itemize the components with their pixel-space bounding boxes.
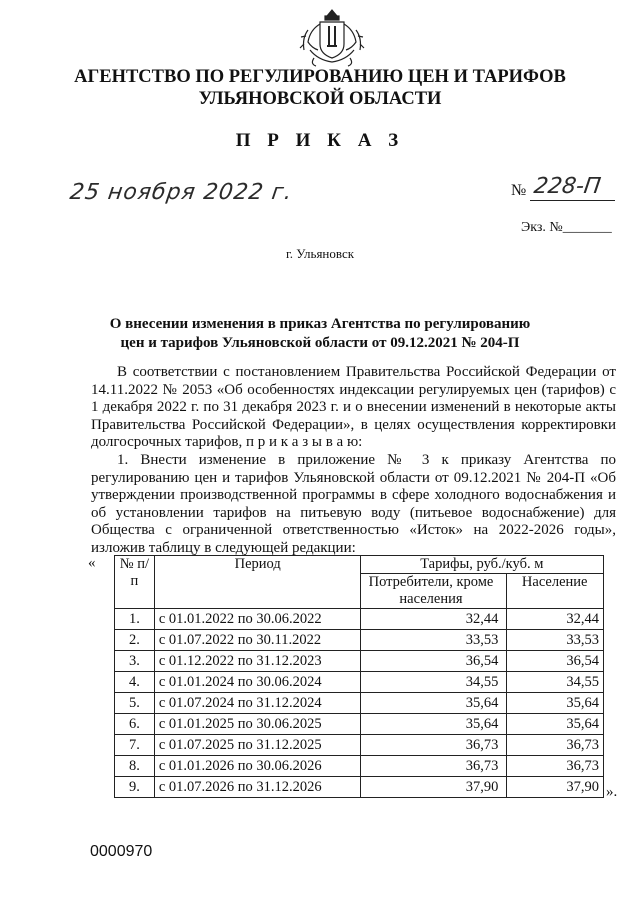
coat-of-arms-emblem	[296, 4, 368, 70]
row-number: 8.	[115, 756, 155, 777]
agency-name	[60, 66, 580, 110]
row-tariff-consumers: 35,64	[360, 693, 507, 714]
table-row	[115, 630, 604, 651]
row-period: с 01.01.2026 по 30.06.2026	[154, 756, 360, 777]
row-tariff-consumers: 33,53	[360, 630, 507, 651]
row-period: с 01.01.2024 по 30.06.2024	[154, 672, 360, 693]
row-tariff-consumers: 37,90	[360, 777, 507, 798]
title-line1: О внесении изменения в приказ Агентства по регулированию	[109, 316, 531, 332]
agency-name-line2: УЛЬЯНОВСКОЙ ОБЛАСТИ	[198, 89, 442, 109]
row-tariff-consumers: 32,44	[360, 609, 507, 630]
table-row	[115, 672, 604, 693]
table-row	[115, 609, 604, 630]
row-number: 2.	[115, 630, 155, 651]
row-tariff-population: 33,53	[507, 630, 604, 651]
row-period: с 01.01.2025 по 30.06.2025	[154, 714, 360, 735]
row-period: с 01.07.2025 по 31.12.2025	[154, 735, 360, 756]
handwritten-order-number: 228-П	[532, 174, 603, 199]
row-number: 4.	[115, 672, 155, 693]
header-population: Население	[507, 574, 604, 609]
row-tariff-population: 32,44	[507, 609, 604, 630]
row-number: 7.	[115, 735, 155, 756]
row-tariff-population: 35,64	[507, 693, 604, 714]
order-number-label: №	[511, 182, 527, 199]
row-number: 5.	[115, 693, 155, 714]
row-tariff-population: 35,64	[507, 714, 604, 735]
row-tariff-population: 34,55	[507, 672, 604, 693]
title-line2: цен и тарифов Ульяновской области от 09.12.2021 № 204-П	[120, 335, 520, 351]
document-serial-code: 0000970	[90, 843, 153, 860]
table-row	[115, 756, 604, 777]
row-number: 3.	[115, 651, 155, 672]
row-tariff-consumers: 36,54	[360, 651, 507, 672]
tariff-table	[114, 555, 604, 798]
row-tariff-population: 36,73	[507, 735, 604, 756]
row-number: 6.	[115, 714, 155, 735]
row-tariff-population: 37,90	[507, 777, 604, 798]
table-row	[115, 735, 604, 756]
row-period: с 01.12.2022 по 31.12.2023	[154, 651, 360, 672]
row-tariff-consumers: 34,55	[360, 672, 507, 693]
table-row	[115, 714, 604, 735]
row-period: с 01.07.2022 по 30.11.2022	[154, 630, 360, 651]
copy-number-label: Экз. №	[521, 220, 563, 235]
quote-close: ».	[606, 784, 618, 800]
handwritten-date: 25 ноября 2022 г.	[68, 180, 295, 205]
row-number: 9.	[115, 777, 155, 798]
header-num: № п/п	[115, 556, 155, 609]
row-tariff-population: 36,73	[507, 756, 604, 777]
table-row	[115, 651, 604, 672]
number-underline	[530, 200, 615, 201]
paragraph-preamble: В соответствии с постановлением Правительства Российской Федерации от 14.11.2022 № 2053 «Об особенностях индексации регулируемых цен (тарифов) с 1 декабря 2022 г. по 31 декабря 2023 г. и о внесении изменений в некоторые акты Правительства Российской Федерации», в целях осуществления корректировки долгосрочных тарифов, п р и к а з ы в а ю:	[91, 364, 616, 450]
agency-name-line1: АГЕНТСТВО ПО РЕГУЛИРОВАНИЮ ЦЕН И ТАРИФОВ	[74, 67, 566, 87]
header-consumers: Потребители, кроме населения	[360, 574, 507, 609]
table-row	[115, 777, 604, 798]
city: г. Ульяновск	[285, 246, 355, 261]
quote-open: «	[88, 555, 96, 571]
row-tariff-consumers: 35,64	[360, 714, 507, 735]
document-title	[80, 315, 560, 353]
row-period: с 01.01.2022 по 30.06.2022	[154, 609, 360, 630]
row-period: с 01.07.2024 по 31.12.2024	[154, 693, 360, 714]
row-period: с 01.07.2026 по 31.12.2026	[154, 777, 360, 798]
table-row	[115, 693, 604, 714]
document-type: П Р И К А З	[235, 130, 405, 151]
row-tariff-consumers: 36,73	[360, 735, 507, 756]
header-tariffs: Тарифы, руб./куб. м	[360, 556, 603, 574]
paragraph-item-1: 1. Внести изменение в приложение № 3 к приказу Агентства по регулированию цен и тарифов Ульяновской области от 09.12.2021 № 204-П «Об утверждении производственной программы в сфере холодного водоснабжения и об установлении тарифов на питьевую воду (питьевое водоснабжение) для Общества с ограниченной ответственностью «Исток» на 2022-2026 годы», изложив таблицу в следующей редакции:	[91, 452, 616, 556]
row-tariff-population: 36,54	[507, 651, 604, 672]
row-tariff-consumers: 36,73	[360, 756, 507, 777]
header-period: Период	[154, 556, 360, 609]
row-number: 1.	[115, 609, 155, 630]
table-header-row	[115, 556, 604, 574]
copy-number: Экз. №_______	[521, 220, 612, 235]
